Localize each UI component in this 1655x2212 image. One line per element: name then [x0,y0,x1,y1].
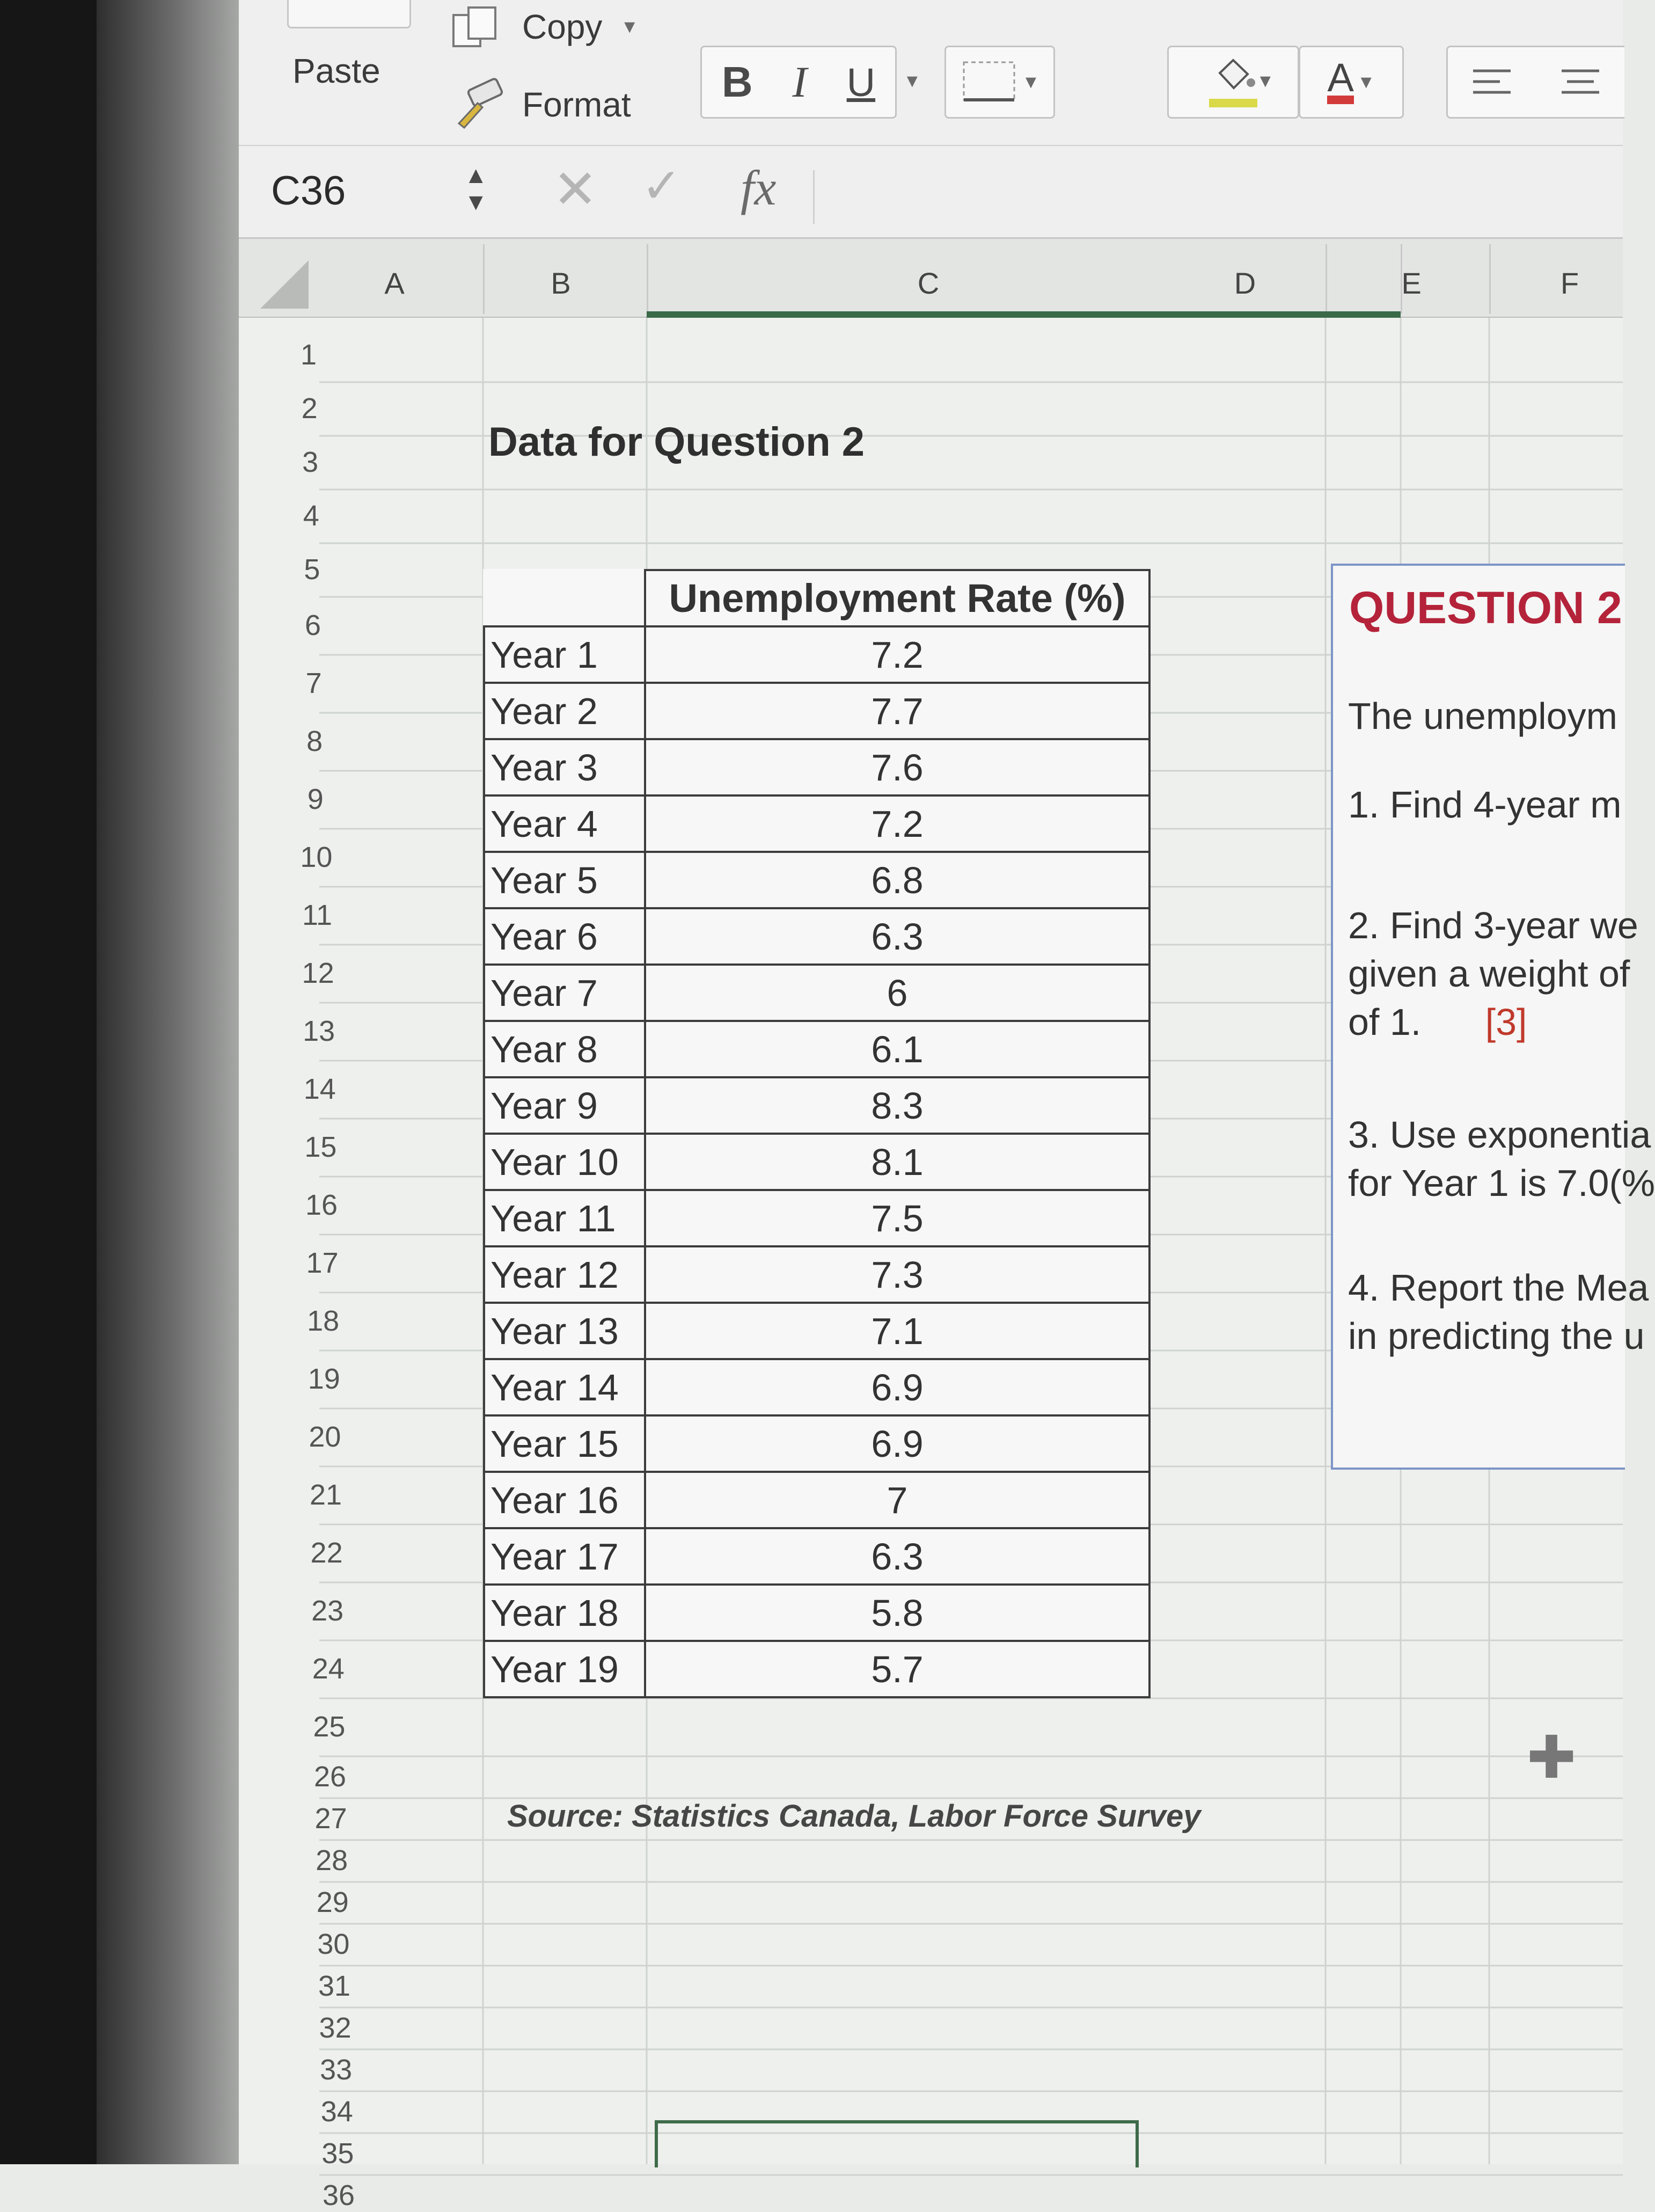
row-header-35[interactable]: 35 [321,2137,354,2170]
column-header-f[interactable]: F [1560,266,1579,300]
table-row [484,1585,1149,1641]
year-cell[interactable]: Year 10 [484,1134,645,1190]
rate-cell[interactable]: 8.3 [645,1077,1149,1134]
rate-cell[interactable]: 7.7 [645,683,1149,739]
row-header-4[interactable]: 4 [303,500,319,532]
table-corner-cell [484,570,645,626]
question-line: for Year 1 is 7.0(% [1348,1162,1655,1204]
column-header-d[interactable]: D [1234,266,1256,300]
year-cell[interactable]: Year 3 [484,739,645,795]
table-row [484,965,1149,1021]
active-cell-c36[interactable] [655,2120,1139,2167]
copy-label: Copy [522,8,603,46]
cancel-icon[interactable]: ✕ [553,159,598,220]
row-header-2[interactable]: 2 [301,392,318,425]
insert-function-button[interactable]: fx [741,160,777,215]
borders-button[interactable] [944,46,1055,119]
column-divider [1489,244,1491,314]
rate-cell[interactable]: 8.1 [645,1134,1149,1190]
row-header-6[interactable]: 6 [304,609,321,641]
row-header-19[interactable]: 19 [307,1363,340,1395]
year-cell[interactable]: Year 8 [484,1021,645,1077]
fill-color-button[interactable] [1167,46,1299,119]
column-header-e[interactable]: E [1401,266,1422,300]
monitor-bezel [0,0,97,2164]
question-line-group [1348,998,1527,1046]
table-row [484,1021,1149,1077]
question-line: 2. Find 3-year we [1348,904,1638,946]
question-line: 4. Report the Mea [1348,1267,1649,1309]
question-line: The unemploym [1348,695,1617,737]
year-cell[interactable]: Year 12 [484,1246,645,1303]
column-divider [647,244,648,314]
column-header-b[interactable]: B [551,266,571,300]
rate-cell[interactable]: 5.7 [645,1641,1149,1697]
ribbon-toolbar [239,0,1623,146]
year-cell[interactable]: Year 2 [484,683,645,739]
question-line: in predicting the u [1348,1315,1645,1357]
fill-bucket-icon [1209,57,1257,94]
bezel-edge [97,0,239,2164]
row-header-36[interactable]: 36 [322,2179,355,2211]
format-painter-button[interactable] [448,81,631,129]
table-row [484,739,1149,795]
align-left-icon[interactable] [1468,63,1516,101]
align-center-icon[interactable] [1556,63,1605,101]
column-divider [1326,244,1327,314]
font-color-dropdown-icon[interactable]: ▼ [1357,71,1375,92]
enter-icon[interactable]: ✓ [641,159,682,213]
rate-cell[interactable]: 7.3 [645,1246,1149,1303]
sheet-title: Data for Question 2 [488,419,865,465]
copy-dropdown-icon[interactable]: ▼ [620,16,639,37]
copy-button[interactable] [448,5,639,48]
table-row [484,1528,1149,1585]
year-cell[interactable]: Year 5 [484,852,645,908]
font-color-button[interactable] [1299,46,1404,119]
row-header-11[interactable]: 11 [302,899,333,931]
column-header-row [239,239,1623,318]
rate-cell[interactable]: 7.2 [645,795,1149,852]
borders-icon [960,58,1019,106]
question-title: QUESTION 2 [1349,582,1622,633]
font-style-group [700,46,897,119]
row-header-28[interactable]: 28 [316,1844,348,1877]
question-line: 3. Use exponentia [1348,1114,1651,1156]
year-cell[interactable]: Year 16 [484,1472,645,1528]
year-cell[interactable]: Year 19 [484,1641,645,1697]
table-row [484,852,1149,908]
unemployment-table [483,569,1151,1698]
row-header-9[interactable]: 9 [307,783,324,815]
question-line: given a weight of [1348,953,1630,995]
year-cell[interactable]: Year 4 [484,795,645,852]
copy-icon [448,5,507,48]
row-header-33[interactable]: 33 [320,2054,353,2086]
table-row [484,1077,1149,1134]
row-header-10[interactable]: 10 [300,841,333,873]
table-row [484,1246,1149,1303]
row-header-16[interactable]: 16 [305,1189,338,1221]
row-header-32[interactable]: 32 [319,2012,351,2044]
table-row [484,908,1149,965]
rate-cell[interactable]: 6.8 [645,852,1149,908]
format-painter-icon [448,81,507,129]
rate-cell[interactable]: 7.5 [645,1190,1149,1246]
column-header-a[interactable]: A [384,266,405,300]
borders-dropdown-icon[interactable]: ▼ [1022,71,1040,92]
italic-button[interactable]: I [792,57,807,106]
row-header-24[interactable]: 24 [312,1653,345,1685]
question-line: of 1. [1348,1001,1422,1043]
year-cell[interactable]: Year 11 [484,1190,645,1246]
fill-color-swatch [1209,99,1257,107]
year-cell[interactable]: Year 15 [484,1415,645,1472]
year-cell[interactable]: Year 13 [484,1303,645,1359]
paste-button[interactable]: Paste [292,52,380,90]
row-header-23[interactable]: 23 [311,1595,344,1627]
selected-column-indicator [647,311,1401,318]
underline-button[interactable]: U [846,60,876,105]
row-header-22[interactable]: 22 [310,1537,343,1569]
question-mark: [3] [1485,1001,1527,1043]
paste-icon[interactable] [287,0,411,28]
rate-cell[interactable]: 7 [645,1472,1149,1528]
year-cell[interactable]: Year 7 [484,965,645,1021]
formula-bar [239,146,1623,239]
row-header-29[interactable]: 29 [316,1886,349,1918]
table-row [484,1415,1149,1472]
select-all-corner[interactable] [260,260,309,309]
rate-cell[interactable]: 6.9 [645,1359,1149,1415]
row-header-14[interactable]: 14 [303,1073,336,1105]
row-header-5[interactable]: 5 [304,553,320,586]
cell-cursor-icon: ✚ [1527,1725,1577,1791]
rate-cell[interactable]: 5.8 [645,1585,1149,1641]
year-cell[interactable]: Year 9 [484,1077,645,1134]
table-header-row [484,570,1149,626]
format-label: Format [522,85,631,124]
year-cell[interactable]: Year 17 [484,1528,645,1585]
table-row [484,1472,1149,1528]
rate-cell[interactable]: 6.1 [645,1021,1149,1077]
question-text-box[interactable] [1331,564,1655,1470]
row-header-27[interactable]: 27 [314,1802,347,1835]
alignment-group [1446,46,1624,119]
year-cell[interactable]: Year 6 [484,908,645,965]
rate-cell[interactable]: 6 [645,965,1149,1021]
table-row [484,1359,1149,1415]
rate-cell[interactable]: 6.3 [645,1528,1149,1585]
table-row [484,795,1149,852]
row-header-12[interactable]: 12 [302,957,334,989]
formula-bar-divider [813,170,815,224]
rate-cell[interactable]: 6.3 [645,908,1149,965]
row-header-8[interactable]: 8 [306,725,323,757]
question-line: 1. Find 4-year m [1348,784,1622,826]
table-header-cell[interactable]: Unemployment Rate (%) [645,570,1149,626]
underline-dropdown-icon[interactable]: ▼ [903,71,921,91]
row-header-15[interactable]: 15 [304,1131,337,1163]
rate-cell[interactable]: 7.1 [645,1303,1149,1359]
rate-cell[interactable]: 6.9 [645,1415,1149,1472]
row-header-20[interactable]: 20 [309,1421,341,1453]
rate-cell[interactable]: 7.2 [645,626,1149,683]
row-header-34[interactable]: 34 [320,2096,353,2128]
font-color-icon: A [1327,60,1353,105]
table-row [484,1303,1149,1359]
row-header-25[interactable]: 25 [313,1711,346,1743]
bold-button[interactable]: B [721,58,753,106]
row-header-30[interactable]: 30 [317,1928,350,1960]
row-header-7[interactable]: 7 [305,667,322,699]
row-header-26[interactable]: 26 [313,1761,347,1793]
row-header-21[interactable]: 21 [309,1479,342,1511]
table-row [484,626,1149,683]
table-row [484,683,1149,739]
source-note: Source: Statistics Canada, Labor Force Survey [507,1799,1201,1834]
year-cell[interactable]: Year 18 [484,1585,645,1641]
column-header-c[interactable]: C [917,266,940,300]
year-cell[interactable]: Year 1 [484,626,645,683]
row-header-13[interactable]: 13 [303,1015,335,1047]
table-row [484,1190,1149,1246]
year-cell[interactable]: Year 14 [484,1359,645,1415]
row-header-3[interactable]: 3 [302,446,319,478]
row-header-17[interactable]: 17 [306,1247,339,1279]
column-divider [483,244,485,314]
table-row [484,1134,1149,1190]
fill-dropdown-icon[interactable]: ▼ [1256,71,1275,91]
row-header-18[interactable]: 18 [307,1305,340,1337]
row-header-31[interactable]: 31 [318,1970,351,2002]
table-row [484,1641,1149,1697]
name-box[interactable]: C36 [271,168,346,214]
row-header-1[interactable]: 1 [300,339,317,371]
rate-cell[interactable]: 7.6 [645,739,1149,795]
name-box-stepper[interactable]: ▲ ▼ [464,162,488,215]
